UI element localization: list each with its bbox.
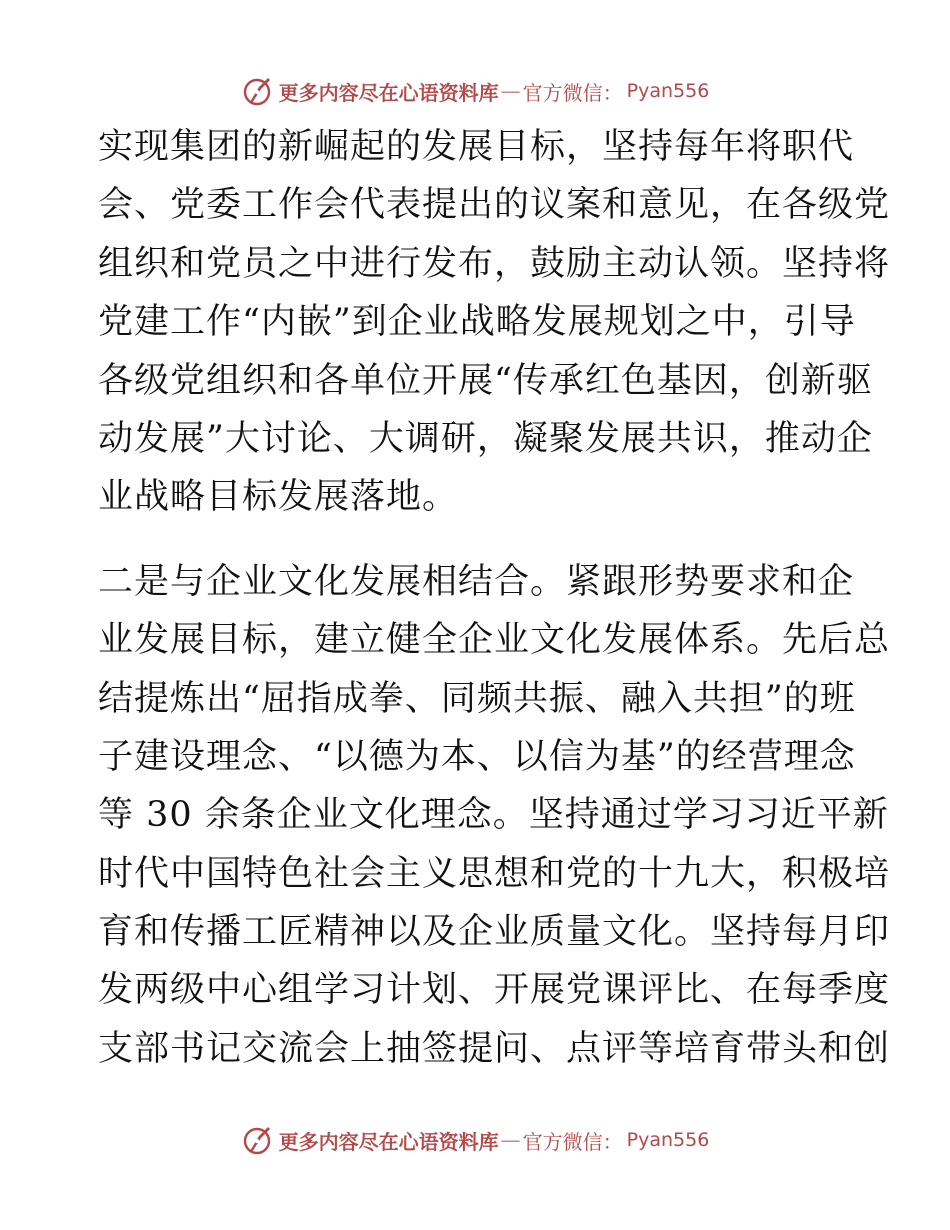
header-banner <box>0 71 950 111</box>
text-line: 动发展”大讨论、大调研，凝聚发展共识，推动企 <box>98 418 873 459</box>
banner-wechat-id: Pyan556 <box>626 80 710 102</box>
text-line: 等 30 余条企业文化理念。坚持通过学习习近平新 <box>98 795 889 836</box>
text-line: 二是与企业文化发展相结合。紧跟形势要求和企 <box>98 561 855 602</box>
text-line: 结提炼出“屈指成拳、同频共振、融入共担”的班 <box>98 678 856 719</box>
text-line: 会、党委工作会代表提出的议案和意见，在各级党 <box>98 185 891 226</box>
pen-nib-logo-icon <box>241 75 273 107</box>
banner-wechat-id: Pyan556 <box>626 1129 710 1151</box>
text-line: 实现集团的新崛起的发展目标，坚持每年将职代 <box>98 127 855 167</box>
paragraph-2 <box>98 553 891 1079</box>
text-line: 组织和党员之中进行发布，鼓励主动认领。坚持将 <box>98 243 891 284</box>
text-line: 子建设理念、“以德为本、以信为基”的经营理念 <box>98 736 856 777</box>
pen-nib-logo-icon <box>241 1124 273 1156</box>
banner-separator: — <box>500 79 521 103</box>
banner-slogan: 更多内容尽在心语资料库 <box>278 1129 499 1154</box>
banner-slogan: 更多内容尽在心语资料库 <box>278 80 499 105</box>
text-line: 党建工作“内嵌”到企业战略发展规划之中，引导 <box>98 302 856 343</box>
text-line: 业发展目标，建立健全企业文化发展体系。先后总 <box>98 620 891 661</box>
document-body <box>98 118 891 1078</box>
text-line: 育和传播工匠精神以及企业质量文化。坚持每月印 <box>98 912 891 953</box>
banner-separator: — <box>500 1128 521 1152</box>
banner-wechat-label: 官方微信： <box>522 80 623 105</box>
paragraph-gap <box>98 527 858 553</box>
banner-wechat-label: 官方微信： <box>522 1129 623 1154</box>
text-line: 业战略目标发展落地。 <box>98 477 459 518</box>
text-line: 各级党组织和各单位开展“传承红色基因，创新驱 <box>98 360 873 401</box>
footer-banner <box>0 1120 950 1160</box>
paragraph-1 <box>98 118 891 527</box>
text-line: 发两级中心组学习计划、开展党课评比、在每季度 <box>98 970 891 1011</box>
text-line: 支部书记交流会上抽签提问、点评等培育带头和创 <box>98 1028 891 1069</box>
text-line: 时代中国特色社会主义思想和党的十九大，积极培 <box>98 853 891 894</box>
